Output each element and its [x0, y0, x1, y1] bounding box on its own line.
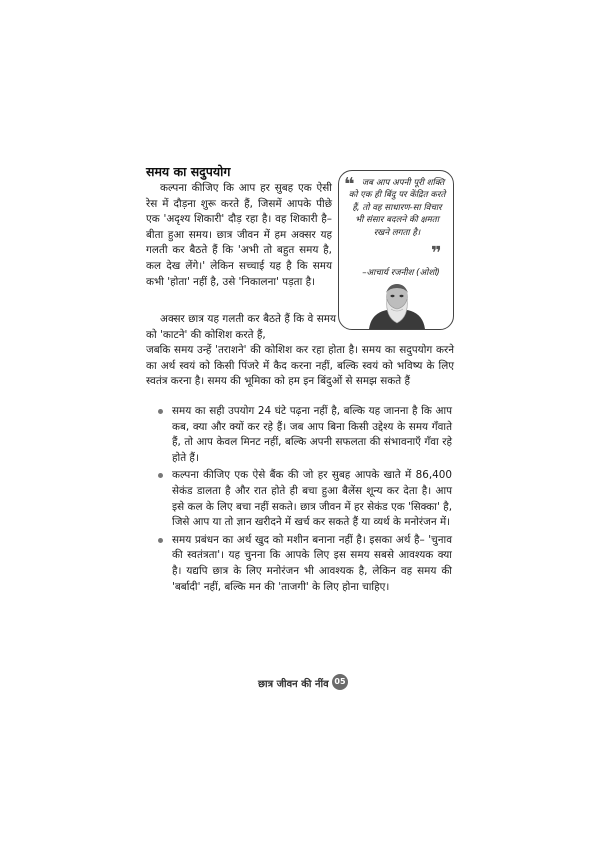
bullet-icon — [158, 409, 163, 414]
quote-text — [347, 177, 447, 239]
quote-body: जब आप अपनी पूरी शक्ति को एक ही बिंदु पर केंद्रित करते हैं, तो वह साधारण-सा विचार भी संसार बदलने की क्षमता रखने लगता है। — [348, 178, 446, 238]
bullet-icon — [158, 473, 163, 478]
open-quote-icon: ❝ — [344, 174, 355, 195]
list-item: समय का सही उपयोग 24 घंटे पढ़ना नहीं है, बल्कि यह जानना है कि आप कब, क्या और क्यों कर रहे हैं। जब आप बिना किसी उद्देश्य के समय गँवाते हैं, तो आप केवल मिनट नहीं, बल्कि अपनी सफलता की संभावनाएँ गँवा रहे होते हैं। — [146, 404, 452, 466]
bullet-list — [146, 404, 452, 597]
quote-attribution: –आचार्य रजनीश (ओशो) — [362, 268, 440, 278]
paragraph-intro: कल्पना कीजिए कि आप हर सुबह एक ऐसी रेस में दौड़ना शुरू करते हैं, जिसमें आपके पीछे एक 'अदृश्य शिकारी' दौड़ रहा है। वह शिकारी है–बीता हुआ समय। छात्र जीवन में हम अक्सर यह गलती कर बैठते हैं कि 'अभी तो बहुत समय है, कल देख लेंगे।' लेकिन सच्चाई यह है कि समय कभी 'होता' नहीं है, उसे 'निकालना' पड़ता है। — [146, 182, 332, 288]
paragraph-second: अक्सर छात्र यह गलती कर बैठते हैं कि वे समय को 'काटने' की कोशिश करते हैं, — [146, 313, 336, 341]
quote-box — [338, 170, 454, 330]
list-item: समय प्रबंधन का अर्थ खुद को मशीन बनाना नहीं है। इसका अर्थ है– 'चुनाव की स्वतंत्रता'। यह चुनना कि आपके लिए इस समय सबसे आवश्यक क्या है। यद्यपि छात्र के लिए मनोरंजन भी आवश्यक है, लेकिन वह समय की 'बर्बादी' नहीं, बल्कि मन की 'ताजगी' के लिए होना चाहिए। — [146, 533, 452, 595]
list-item: कल्पना कीजिए एक ऐसे बैंक की जो हर सुबह आपके खाते में 86,400 सेकंड डालता है और रात होते ही बचा हुआ बैलेंस शून्य कर देता है। आप इसे कल के लिए बचा नहीं सकते। छात्र जीवन में हर सेकंड एक 'सिक्का' है, जिसे आप या तो ज्ञान खरीदने में खर्च कर सकते हैं या व्यर्थ के मनोरंजन में। — [146, 468, 452, 530]
bullet-icon — [158, 538, 163, 543]
footer-title: छात्र जीवन की नींव — [258, 679, 329, 690]
page-number-badge: 05 — [332, 674, 348, 690]
section-heading: समय का सदुपयोग — [146, 164, 231, 179]
paragraph-third: जबकि समय उन्हें 'तराशने' की कोशिश कर रहा होता है। समय का सदुपयोग करने का अर्थ स्वयं को किसी पिंजरे में कैद करना नहीं, बल्कि स्वयं को भविष्य के लिए स्वतंत्र करना है। समय की भूमिका को हम इन बिंदुओं से समझ सकते हैं — [146, 344, 454, 388]
close-quote-icon: ❞ — [431, 243, 442, 264]
portrait-image — [361, 279, 433, 329]
